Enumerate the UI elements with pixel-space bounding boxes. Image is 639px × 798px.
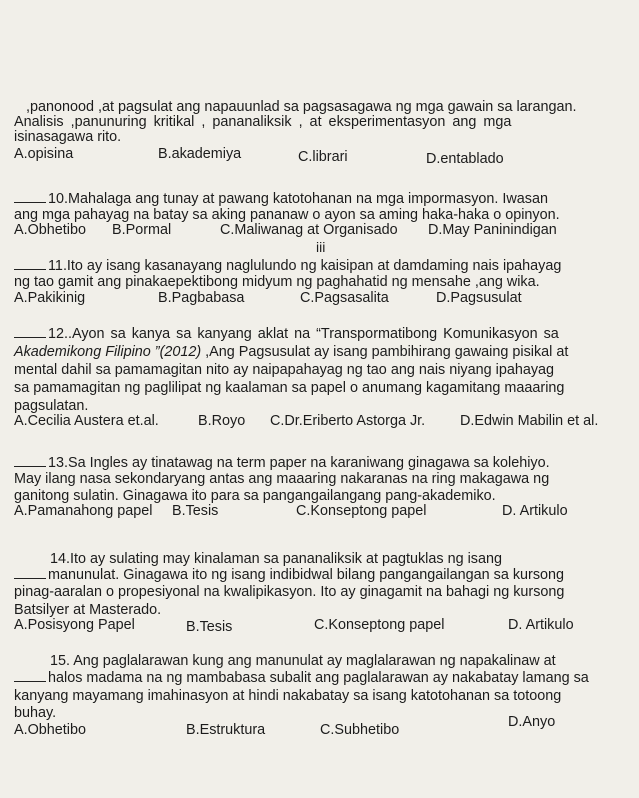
q9-line-1: ,panonood ,at pagsulat ang napauunlad sa pagsasagawa ng mga gawain sa larangan. (26, 99, 577, 115)
q15-line-1: 15. Ang paglalarawan kung ang manunulat ay maglalarawan ng napakalinaw at (50, 653, 556, 669)
q12-option-c[interactable]: C.Dr.Eriberto Astorga Jr. (270, 413, 426, 429)
q12-line-5: pagsulatan. (14, 398, 89, 414)
q15-option-b[interactable]: B.Estruktura (186, 722, 266, 738)
q9-option-d[interactable]: D.entablado (426, 151, 504, 167)
q14-option-a[interactable]: A.Posisyong Papel (14, 617, 135, 633)
q14-option-d[interactable]: D. Artikulo (508, 617, 574, 633)
q14-line-3: pinag-aaralan o propesiyonal na kwalipikasyon. Ito ay ginagamit na bahagi ng kursong (14, 584, 565, 600)
q12-option-b[interactable]: B.Royo (198, 413, 246, 429)
q11-option-a[interactable]: A.Pakikinig (14, 290, 86, 306)
q10-text-1: 10.Mahalaga ang tunay at pawang katotohanan na mga impormasyon. Iwasan (48, 191, 549, 207)
q13-line-2: May ilang nasa sekondaryang antas ang maaaring nakaranas na ring makagawa ng (14, 471, 550, 487)
q12-line-1 (14, 325, 559, 343)
q10-line-2: ang mga pahayag na batay sa aking pananaw o ayon sa aming haka-haka o opinyon. (14, 207, 560, 223)
q14-text-2: manunulat. Ginagawa ito ng isang indibidwal bilang pangangailangan sa kursong (48, 567, 565, 583)
q12-line-4: sa pamamagitan ng paglilipat ng kaalaman sa papel o anumang kagamitang maaaring (14, 380, 565, 396)
answer-blank[interactable] (14, 669, 46, 682)
q9-option-a[interactable]: A.opisina (14, 146, 74, 162)
answer-blank[interactable] (14, 325, 46, 338)
q9-option-b[interactable]: B.akademiya (158, 146, 242, 162)
q11-option-d[interactable]: D.Pagsusulat (436, 290, 522, 306)
q13-option-a[interactable]: A.Pamanahong papel (14, 503, 153, 519)
q12-book-title: Akademikong Filipino ”(2012) (14, 344, 202, 360)
q9-line-3: isinasagawa rito. (14, 129, 122, 145)
q10-option-c[interactable]: C.Maliwanag at Organisado (220, 222, 398, 238)
q11-option-c[interactable]: C.Pagsasalita (300, 290, 389, 306)
q12-option-a[interactable]: A.Cecilia Austera et.al. (14, 413, 159, 429)
q14-line-2 (14, 566, 564, 584)
q13-option-b[interactable]: B.Tesis (172, 503, 219, 519)
q13-line-3: ganitong sulatin. Ginagawa ito para sa pangangailangang pang-akademiko. (14, 488, 496, 504)
q13-option-c[interactable]: C.Konseptong papel (296, 503, 427, 519)
q15-line-2 (14, 669, 589, 687)
q14-line-4: Batsilyer at Masterado. (14, 602, 162, 618)
q9-option-c[interactable]: C.librari (298, 149, 348, 165)
answer-blank[interactable] (14, 257, 46, 270)
q14-line-1: 14.Ito ay sulating may kinalaman sa pananaliksik at pagtuklas ng isang (50, 551, 502, 567)
q15-line-3: kanyang mayamang imahinasyon at hindi nakabatay sa isang katotohanan sa totoong (14, 688, 562, 704)
answer-blank[interactable] (14, 190, 46, 203)
q12-line-2 (14, 343, 568, 361)
q10-option-d[interactable]: D.May Paninindigan (428, 222, 557, 238)
q11-option-b[interactable]: B.Pagbabasa (158, 290, 245, 306)
q12-text-1: 12..Ayon sa kanya sa kanyang aklat na “Transpormatibong Komunikasyon sa (48, 326, 559, 342)
q14-option-c[interactable]: C.Konseptong papel (314, 617, 445, 633)
q15-option-d[interactable]: D.Anyo (508, 714, 556, 730)
q12-option-d[interactable]: D.Edwin Mabilin et al. (460, 413, 599, 429)
q10-option-a[interactable]: A.Obhetibo (14, 222, 87, 238)
q14-option-b[interactable]: B.Tesis (186, 619, 233, 635)
q15-option-a[interactable]: A.Obhetibo (14, 722, 87, 738)
q9-line-2-text: Analisis ,panunuring kritikal , pananaliksik , at eksperimentasyon ang mga (14, 114, 512, 130)
q10-option-b[interactable]: B.Pormal (112, 222, 172, 238)
q13-option-d[interactable]: D. Artikulo (502, 503, 568, 519)
q11-line-2: ng tao gamit ang pinakaepektibong midyum ng paghahatid ng mensahe ,ang wika. (14, 274, 540, 290)
q11-text-1: 11.Ito ay isang kasanayang naglulundo ng kaisipan at damdaming nais ipahayag (48, 258, 562, 274)
q12-line-3: mental dahil sa pamamagitan nito ay naipapahayag ng tao ang nais niyang ipahayag (14, 362, 555, 378)
q13-text-1: 13.Sa Ingles ay tinatawag na term paper na karaniwang ginagawa sa kolehiyo. (48, 455, 550, 471)
q15-option-c[interactable]: C.Subhetibo (320, 722, 400, 738)
q12-text-2: ,Ang Pagsusulat ay isang pambihirang gawaing pisikal at (201, 344, 569, 360)
q15-text-2: halos madama na ng mambabasa subalit ang paglalarawan ay nakabatay lamang sa (48, 670, 589, 686)
answer-blank[interactable] (14, 454, 46, 467)
separator-mark: iii (316, 239, 326, 255)
q15-line-4: buhay. (14, 705, 57, 721)
answer-blank[interactable] (14, 566, 46, 579)
